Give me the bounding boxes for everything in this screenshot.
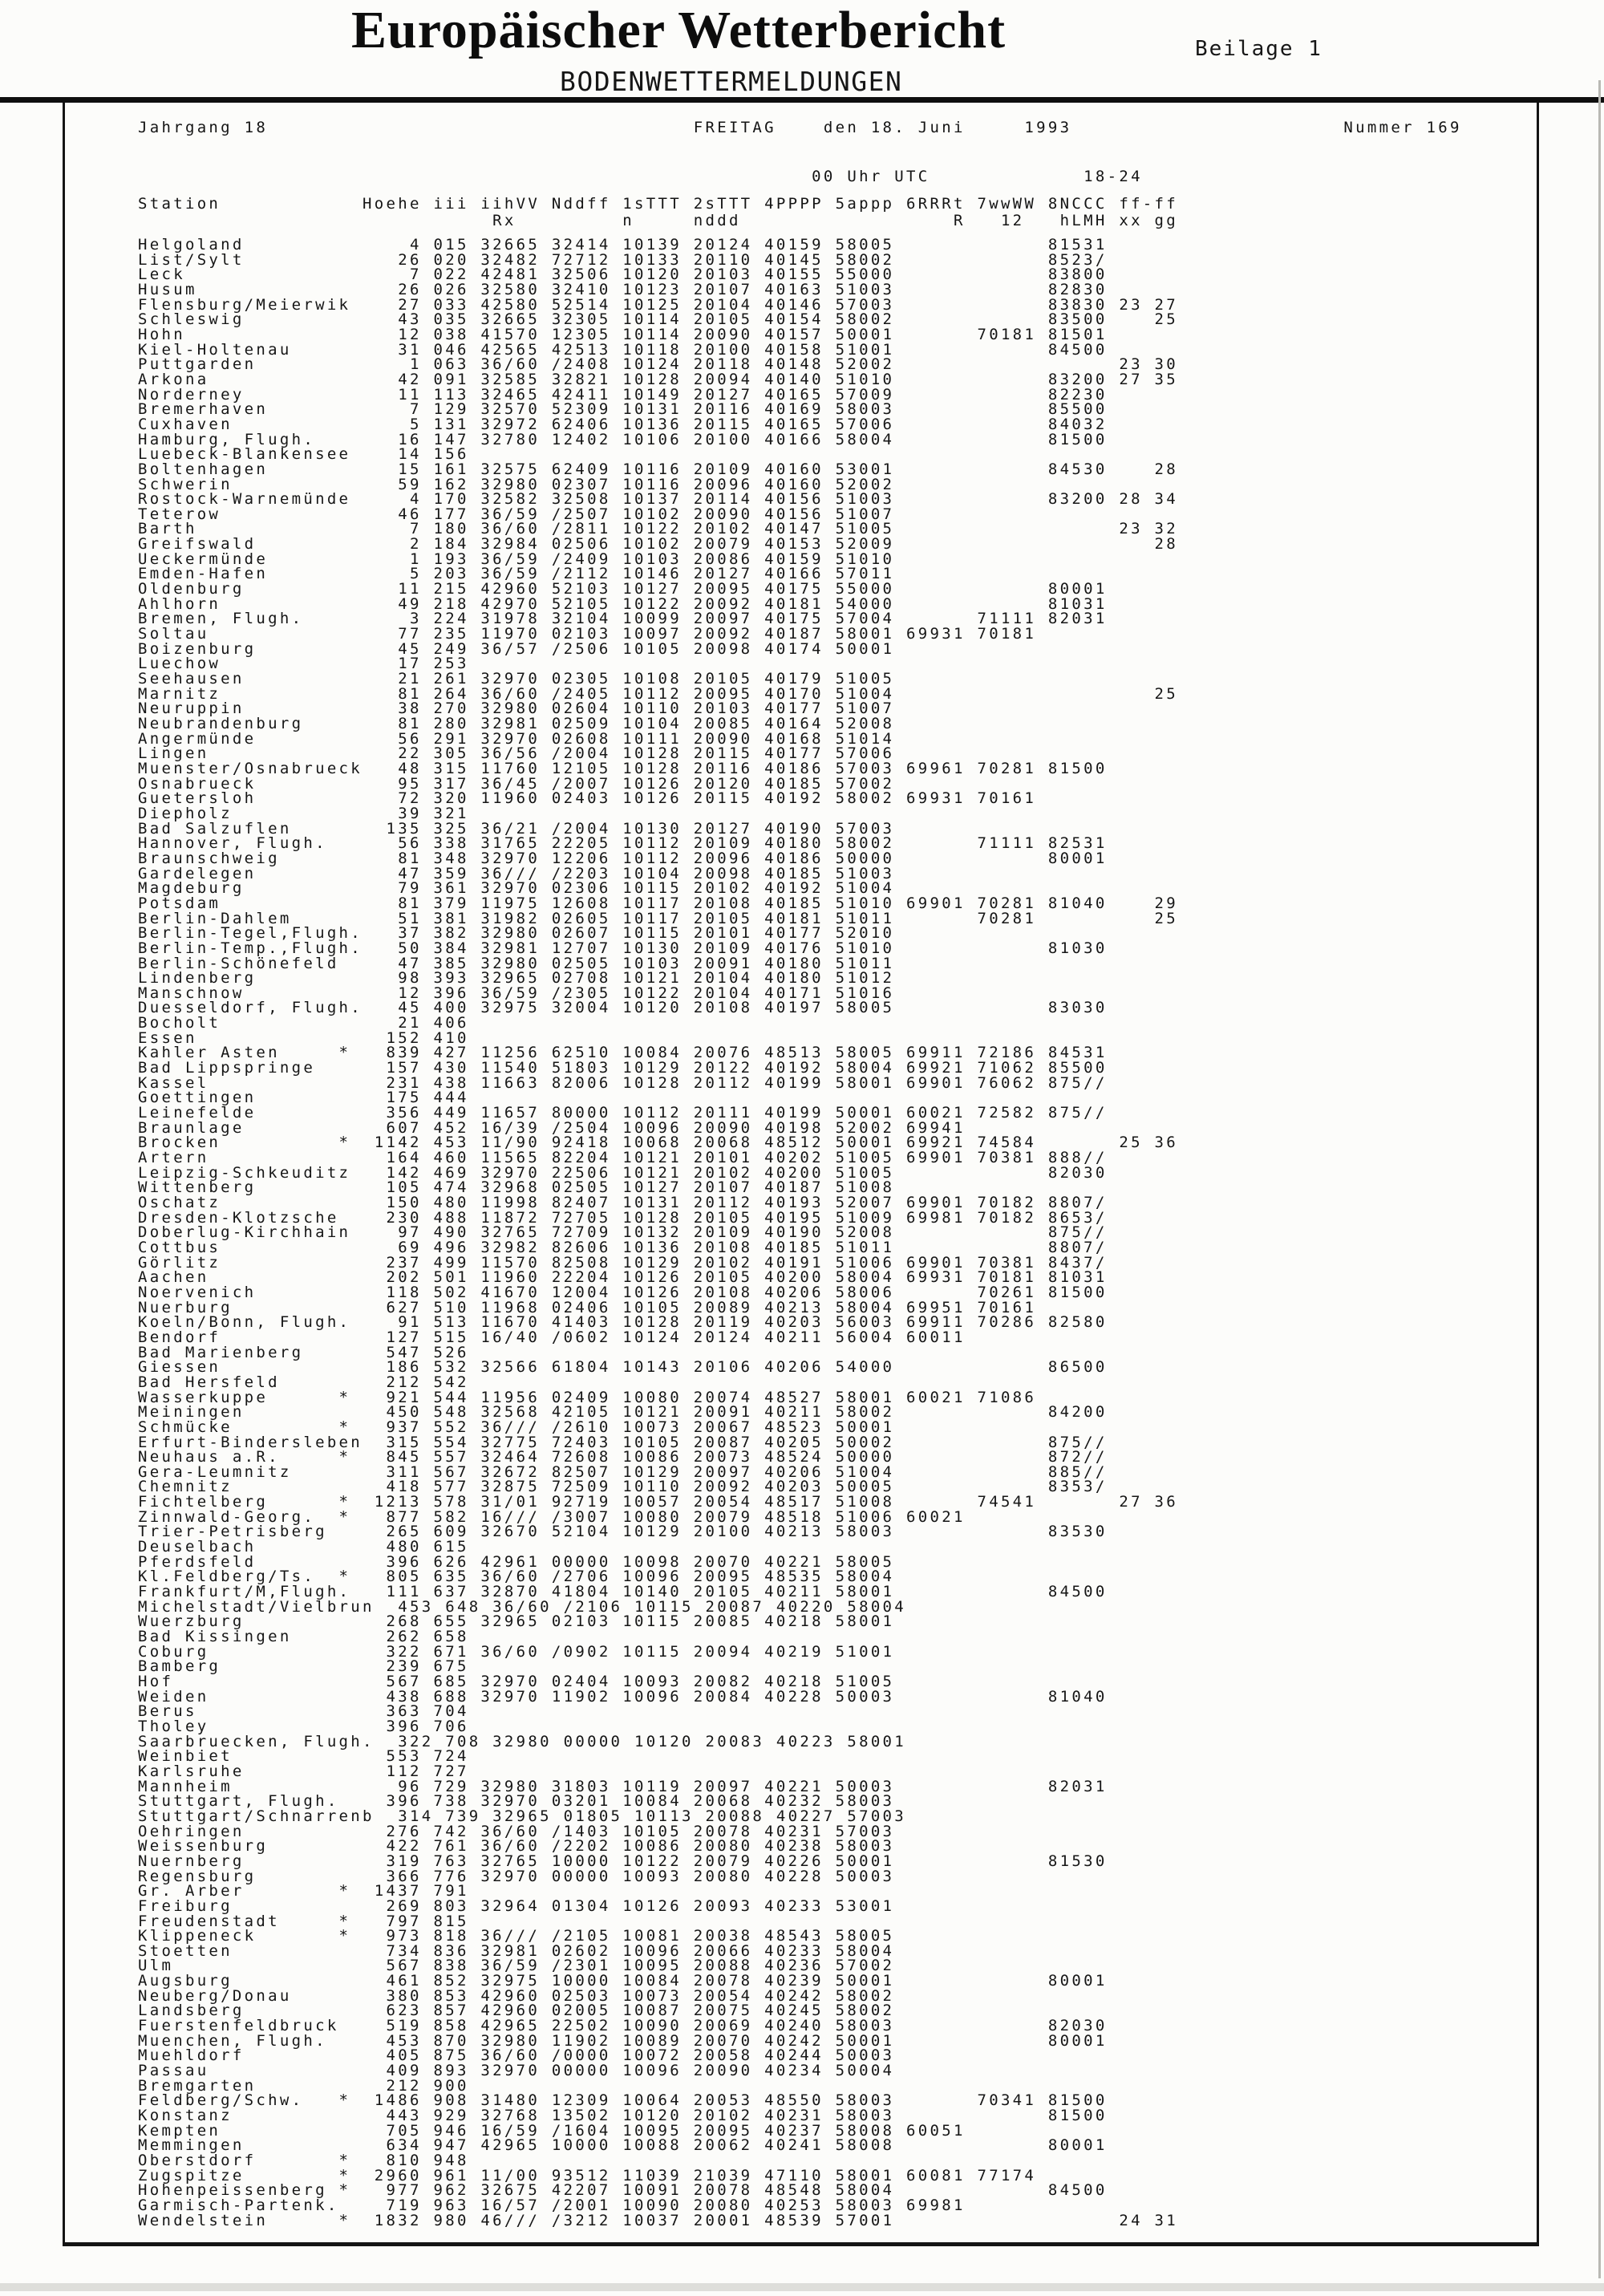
table-row: Oehringen 276 742 36/60 /1403 10105 20078 40231 57003 [138,1822,895,1840]
table-row: Flensburg/Meierwik 27 033 42580 52514 10125 20104 40146 57003 83830 23 27 [138,295,1179,314]
table-row: Manschnow 12 396 36/59 /2305 10122 20104 40171 51016 [138,984,895,1002]
table-row: Kempten 705 946 16/59 /1604 10095 20095 40237 58008 60051 [138,2121,966,2140]
table-row: Boizenburg 45 249 36/57 /2506 10105 20098 40174 50001 [138,639,895,658]
table-row: Bad Marienberg 547 526 [138,1343,469,1361]
table-row: Landsberg 623 857 42960 02005 10087 20075 40245 58002 [138,2002,895,2020]
table-row: Angermünde 56 291 32970 02608 10111 20090 40168 51014 [138,729,895,748]
table-row: Tholey 396 706 [138,1717,469,1735]
scan-edge-artifact [1598,80,1601,2278]
table-row: Schwerin 59 162 32980 02307 10116 20096 40160 52002 [138,475,895,493]
table-row: Diepholz 39 321 [138,804,469,822]
table-row: Berlin-Schönefeld 47 385 32980 02505 10103 20091 40180 51011 [138,954,895,972]
table-row: Potsdam 81 379 11975 12608 10117 20108 40185 51010 69901 70281 81040 29 [138,894,1179,912]
masthead-rule [0,97,1604,103]
table-row: Kl.Feldberg/Ts. * 805 635 36/60 /2706 10096 20095 48535 58004 [138,1568,895,1586]
table-row: Schleswig 43 035 32665 32305 10114 20105 40154 58002 83500 25 [138,310,1179,329]
table-row: Nuerburg 627 510 11968 02406 10105 20089 40213 58004 69951 70161 [138,1298,1037,1316]
table-row: Deuselbach 480 615 [138,1538,469,1556]
table-row: Weissenburg 422 761 36/60 /2202 10086 20080 40238 58003 [138,1837,895,1856]
table-row: Wittenberg 105 474 32968 02505 10127 20107 40187 51008 [138,1178,895,1197]
table-row: Emden-Hafen 5 203 36/59 /2112 10146 20127 40166 57011 [138,565,895,583]
table-row: Noervenich 118 502 41670 12004 10126 20108 40206 58006 70261 81500 [138,1283,1108,1301]
table-row: Muenster/Osnabrueck 48 315 11760 12105 10128 20116 40186 57003 69961 70281 81500 [138,759,1108,777]
table-row: Zinnwald-Georg. * 877 582 16/// /3007 10080 20079 48518 51006 60021 [138,1507,966,1526]
table-row: Muenchen, Flugh. 453 870 32980 11902 10089 20070 40242 50001 80001 [138,2031,1108,2050]
table-row: Leck 7 022 42481 32506 10120 20103 40155 55000 83800 [138,266,1108,284]
table-row: Oldenburg 11 215 42960 52103 10127 20095 40175 55000 80001 [138,580,1108,598]
table-row: Stuttgart, Flugh. 396 738 32970 03201 10084 20068 40232 58003 [138,1792,895,1811]
table-row: Stuttgart/Schnarrenb 314 739 32965 01805 10113 20088 40227 57003 [138,1807,907,1825]
table-row: Bad Kissingen 262 658 [138,1628,469,1646]
table-row: Marnitz 81 264 36/60 /2405 10112 20095 40170 51004 25 [138,684,1179,703]
table-row: Essen 152 410 [138,1028,469,1047]
table-row: Görlitz 237 499 11570 82508 10129 20102 40191 51006 69901 70381 8437/ [138,1253,1108,1272]
supplement-label: Beilage 1 [1195,37,1322,61]
table-row: Luechow 17 253 [138,655,469,673]
table-row: Memmingen 634 947 42965 10000 10088 20062 40241 58008 80001 [138,2136,1108,2155]
table-row: Regensburg 366 776 32970 00000 10093 20080 40228 50003 [138,1867,895,1885]
table-row: Rostock-Warnemünde 4 170 32582 32508 10137 20114 40156 51003 83200 28 34 [138,490,1179,509]
table-row: Aachen 202 501 11960 22204 10126 20105 40200 58004 69931 70181 81031 [138,1268,1108,1287]
table-row: Bad Hersfeld 212 542 [138,1373,469,1391]
table-row: Oschatz 150 480 11998 82407 10131 20112 40193 52007 69901 70182 8807/ [138,1194,1108,1211]
column-header-row-2: Rx n nddd R 12 hLMH xx gg [138,212,1179,229]
table-row: Augsburg 461 852 32975 10000 10084 20078 40239 50001 80001 [138,1972,1108,1990]
table-row: Michelstadt/Vielbrun 453 648 36/60 /2106 10115 20087 40220 58004 [138,1597,907,1616]
table-row: Arkona 42 091 32585 32821 10128 20094 40140 51010 83200 27 35 [138,370,1179,388]
table-row: Bremerhaven 7 129 32570 52309 10131 20116 40169 58003 85500 [138,400,1108,419]
page-title: Europäischer Wetterbericht [351,1,1007,59]
table-row: Kassel 231 438 11663 82006 10128 20112 40199 58001 69901 76062 875// [138,1073,1108,1092]
table-row: Greifswald 2 184 32984 02506 10102 20079 40153 52009 28 [138,535,1179,554]
table-row: Barth 7 180 36/60 /2811 10122 20102 40147 51005 23 32 [138,520,1179,538]
table-row: Berlin-Temp.,Flugh. 50 384 32981 12707 10130 20109 40176 51010 81030 [138,939,1108,957]
table-row: Ahlhorn 49 218 42970 52105 10122 20092 40181 54000 81031 [138,594,1108,613]
table-row: Bocholt 21 406 [138,1014,469,1032]
table-row: Stoetten 734 836 32981 02602 10096 20066 40233 58004 [138,1941,895,1960]
table-row: Berlin-Dahlem 51 381 31982 02605 10117 20105 40181 51011 70281 25 [138,909,1179,927]
table-row: Trier-Petrisberg 265 609 32670 52104 10129 20100 40213 58003 83530 [138,1523,1108,1541]
table-row: Nuernberg 319 763 32765 10000 10122 20079 40226 50001 81530 [138,1852,1108,1870]
table-row: Feldberg/Schw. * 1486 908 31480 12309 10064 20053 48550 58003 70341 81500 [138,2091,1108,2110]
table-row: Kahler Asten * 839 427 11256 62510 10084 20076 48513 58005 69911 72186 84531 [138,1044,1108,1062]
table-row: Guetersloh 72 320 11960 02403 10126 20115 40192 58002 69931 70161 [138,789,1037,808]
table-row: Klippeneck * 973 818 36/// /2105 10081 20038 48543 58005 [138,1927,895,1945]
table-row: Karlsruhe 112 727 [138,1762,469,1780]
table-row: Puttgarden 1 063 36/60 /2408 10124 20118 40148 52002 23 30 [138,355,1179,374]
observation-time-line: 00 Uhr UTC 18-24 [138,168,1143,185]
table-row: Norderney 11 113 32465 42411 10149 20127 40165 57009 82230 [138,385,1108,404]
table-row: Saarbruecken, Flugh. 322 708 32980 00000 10120 20083 40223 58001 [138,1732,907,1750]
table-row: Freudenstadt * 797 815 [138,1912,469,1930]
table-row: Hannover, Flugh. 56 338 31765 22205 10112 20109 40180 58002 71111 82531 [138,834,1108,853]
table-row: Hohn 12 038 41570 12305 10114 20090 40157 50001 70181 81501 [138,325,1108,343]
issue-meta-line: Jahrgang 18 FREITAG den 18. Juni 1993 Nummer 169 [138,119,1462,136]
table-row: Kiel-Holtenau 31 046 42565 42513 10118 20100 40158 51001 84500 [138,340,1108,359]
table-row: Mannheim 96 729 32980 31803 10119 20097 40221 50003 82031 [138,1777,1108,1795]
table-row: Berus 363 704 [138,1702,469,1721]
table-row: Weiden 438 688 32970 11902 10096 20084 40228 50003 81040 [138,1687,1108,1706]
table-row: Fichtelberg * 1213 578 31/01 92719 10057 20054 48517 51008 74541 27 36 [138,1493,1179,1511]
table-row: Ueckermünde 1 193 36/59 /2409 10103 20086 40159 51010 [138,550,895,568]
table-row: Dresden-Klotzsche 230 488 11872 72705 10128 20105 40195 51009 69981 70182 8653/ [138,1208,1108,1227]
table-row: Doberlug-Kirchhain 97 490 32765 72709 10132 20109 40190 52008 875// [138,1223,1108,1242]
table-row: Brocken * 1142 453 11/90 92418 10068 20068 48512 50001 69921 74584 25 36 [138,1134,1179,1152]
table-row: Bamberg 239 675 [138,1657,469,1676]
table-row: Husum 26 026 32580 32410 10123 20107 40163 51003 82830 [138,280,1108,298]
table-row: Osnabrueck 95 317 36/45 /2007 10126 20120 40185 57002 [138,774,895,793]
page-subtitle: BODENWETTERMELDUNGEN [560,66,903,97]
table-row: Braunschweig 81 348 32970 12206 10112 20096 40186 50000 80001 [138,849,1108,867]
table-row: Cottbus 69 496 32982 82606 10136 20108 40185 51011 8807/ [138,1238,1108,1256]
table-row: Berlin-Tegel,Flugh. 37 382 32980 02607 10115 20101 40177 52010 [138,924,895,943]
table-row: Boltenhagen 15 161 32575 62409 10116 20109 40160 53001 84530 28 [138,460,1179,478]
table-row: Pferdsfeld 396 626 42961 00000 10098 20070 40221 58005 [138,1552,895,1571]
table-row: Gera-Leumnitz 311 567 32672 82507 10129 20097 40206 51004 885// [138,1462,1108,1481]
table-row: Cuxhaven 5 131 32972 62406 10136 20115 40165 57006 84032 [138,415,1108,433]
table-row: Chemnitz 418 577 32875 72509 10110 20092 40203 50005 8353/ [138,1478,1108,1496]
content-frame [63,103,1539,2246]
table-row: Hof 567 685 32970 02404 10093 20082 40218 51005 [138,1673,895,1690]
table-row: Bad Salzuflen 135 325 36/21 /2004 10130 20127 40190 57003 [138,819,895,838]
scan-bottom-artifact [0,2283,1604,2291]
table-row: Garmisch-Partenk. 719 963 16/57 /2001 10090 20080 40253 58003 69981 [138,2196,966,2214]
table-row: Goettingen 175 444 [138,1089,469,1107]
table-row: Koeln/Bonn, Flugh. 91 513 11670 41403 10128 20119 40203 56003 69911 70286 82580 [138,1313,1108,1332]
table-row: Gr. Arber * 1437 791 [138,1882,469,1900]
table-row: Luebeck-Blankensee 14 156 [138,445,469,464]
table-row: Neubrandenburg 81 280 32981 02509 10104 20085 40164 52008 [138,715,895,732]
table-row: Coburg 322 671 36/60 /0902 10115 20094 40219 51001 [138,1642,895,1661]
table-row: Lingen 22 305 36/56 /2004 10128 20115 40177 57006 [138,744,895,763]
table-row: Neuhaus a.R. * 845 557 32464 72608 10086 20073 48524 50000 872// [138,1448,1108,1466]
table-row: Wendelstein * 1832 980 46/// /3212 10037 20001 48539 57001 24 31 [138,2211,1179,2229]
table-row: Fuerstenfeldbruck 519 858 42965 22502 10090 20069 40240 58003 82030 [138,2017,1108,2035]
table-row: Leipzig-Schkeuditz 142 469 32970 22506 10121 20102 40200 51005 82030 [138,1163,1108,1182]
table-row: Bremgarten 212 900 [138,2076,469,2095]
table-row: List/Sylt 26 020 32482 72712 10133 20110 40145 58002 8523/ [138,250,1108,269]
table-row: Bad Lippspringe 157 430 11540 51803 10129 20122 40192 58004 69921 71062 85500 [138,1059,1108,1077]
table-row: Duesseldorf, Flugh. 45 400 32975 32004 10120 20108 40197 58005 83030 [138,999,1108,1017]
table-row: Artern 164 460 11565 82204 10121 20101 40202 51005 69901 70381 888// [138,1149,1108,1167]
table-row: Gardelegen 47 359 36/// /2203 10104 20098 40185 51003 [138,864,895,882]
table-row: Passau 409 893 32970 00000 10096 20090 40234 50004 [138,2062,895,2080]
table-row: Muehldorf 405 875 36/60 /0000 10072 20058 40244 50003 [138,2047,895,2065]
column-header-row-1: Station Hoehe iii iihVV Nddff 1sTTT 2sTTT 4PPPP 5appp 6RRRt 7wwWW 8NCCC ff-ff [138,195,1179,213]
table-row: Wasserkuppe * 921 544 11956 02409 10080 20074 48527 58001 60021 71086 [138,1388,1037,1406]
table-row: Schmücke * 937 552 36/// /2610 10073 20067 48523 50001 [138,1418,895,1436]
table-row: Leinefelde 356 449 11657 80000 10112 20111 40199 50001 60021 72582 875// [138,1104,1108,1122]
table-row: Weinbiet 553 724 [138,1747,469,1766]
table-row: Oberstdorf * 810 948 [138,2152,469,2169]
table-row: Braunlage 607 452 16/39 /2504 10096 20090 40198 52002 69941 [138,1118,966,1137]
table-row: Magdeburg 79 361 32970 02306 10115 20102 40192 51004 [138,879,895,898]
table-row: Giessen 186 532 32566 61804 10143 20106 40206 54000 86500 [138,1358,1108,1377]
table-row: Wuerzburg 268 655 32965 02103 10115 20085 40218 58001 [138,1612,895,1631]
table-row: Konstanz 443 929 32768 13502 10120 20102 40231 58003 81500 [138,2107,1108,2125]
table-row: Ulm 567 838 36/59 /2301 10095 20088 40236 57002 [138,1957,895,1975]
table-row: Freiburg 269 803 32964 01304 10126 20093 40233 53001 [138,1896,895,1915]
table-row: Helgoland 4 015 32665 32414 10139 20124 40159 58005 81531 [138,236,1108,254]
table-row: Soltau 77 235 11970 02103 10097 20092 40187 58001 69931 70181 [138,625,1037,643]
table-row: Erfurt-Bindersleben 315 554 32775 72403 10105 20087 40205 50002 875// [138,1433,1108,1451]
table-row: Frankfurt/M,Flugh. 111 637 32870 41804 10140 20105 40211 58001 84500 [138,1583,1108,1601]
table-row: Zugspitze * 2960 961 11/00 93512 11039 21039 47110 58001 60081 77174 [138,2166,1037,2184]
table-row: Lindenberg 98 393 32965 02708 10121 20104 40180 51012 [138,969,895,988]
table-row: Teterow 46 177 36/59 /2507 10102 20090 40156 51007 [138,505,895,523]
table-row: Hohenpeissenberg * 977 962 32675 42207 10091 20078 48548 58004 84500 [138,2181,1108,2200]
table-row: Neuruppin 38 270 32980 02604 10110 20103 40177 51007 [138,700,895,718]
table-row: Seehausen 21 261 32970 02305 10108 20105 40179 51005 [138,670,895,688]
station-table [138,237,1178,2228]
table-row: Bendorf 127 515 16/40 /0602 10124 20124 40211 56004 60011 [138,1328,966,1346]
table-row: Neuberg/Donau 380 853 42960 02503 10073 20054 40242 58002 [138,1986,895,2005]
table-row: Meiningen 450 548 32568 42105 10121 20091 40211 58002 84200 [138,1403,1108,1422]
table-row: Bremen, Flugh. 3 224 31978 32104 10099 20097 40175 57004 71111 82031 [138,610,1108,628]
table-row: Hamburg, Flugh. 16 147 32780 12402 10106 20100 40166 58004 81500 [138,430,1108,448]
